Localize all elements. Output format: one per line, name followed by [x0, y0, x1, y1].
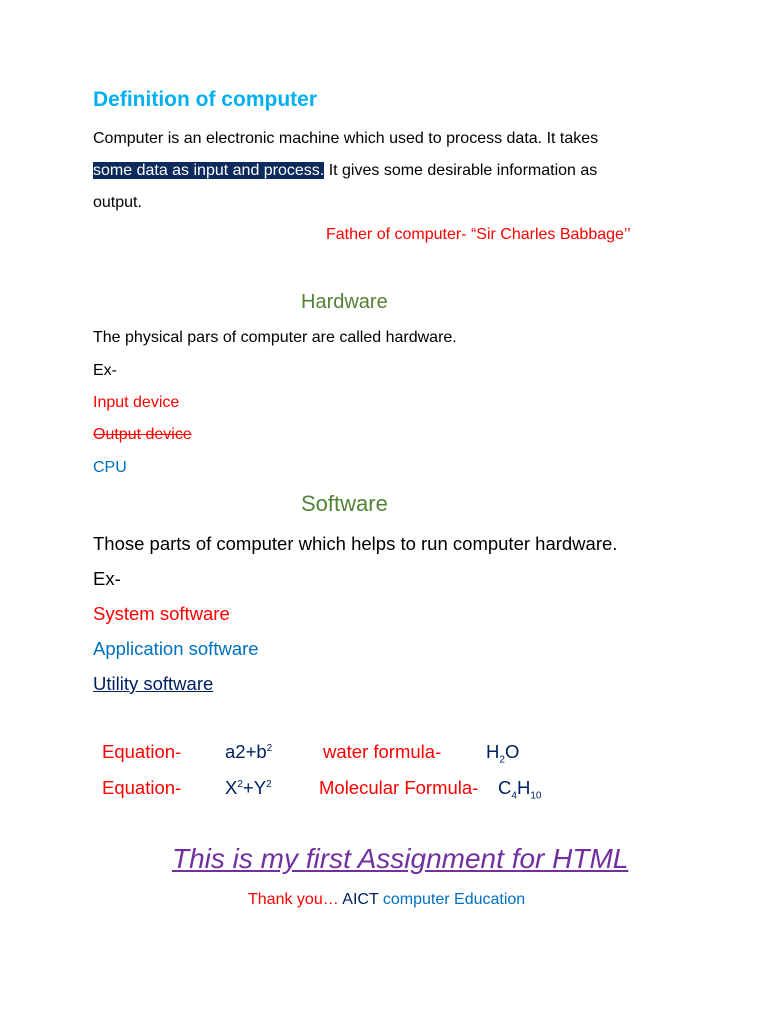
software-item-application: Application software — [93, 638, 259, 659]
equation-2-label: Equation- — [102, 777, 182, 798]
molecular-formula-value: $C_4H_{10}$ — [498, 777, 542, 802]
hardware-description: The physical pars of computer are called hardware. — [93, 329, 457, 346]
father-of-computer: Father of computer- “Sir Charles Babbage’’ — [326, 226, 631, 243]
software-item-utility: Utility software — [93, 673, 214, 694]
hardware-item-input-device: Input device — [93, 394, 180, 411]
hardware-heading: Hardware — [301, 291, 388, 313]
definition-title: Definition of computer — [93, 88, 317, 111]
hardware-item-cpu: CPU — [93, 459, 127, 476]
equation-1-label: Equation- — [102, 741, 182, 762]
assignment-heading: This is my first Assignment for HTML — [172, 843, 629, 874]
software-item-system: System software — [93, 603, 230, 624]
software-ex-label: Ex- — [93, 568, 121, 589]
molecular-formula-label: Molecular Formula- — [319, 777, 479, 798]
definition-line-3: output. — [93, 194, 142, 211]
definition-line-2 — [93, 162, 597, 180]
highlighted-text: some data as input and process. — [93, 162, 325, 179]
hardware-item-output-device: Output device — [93, 426, 192, 443]
equation-2-expression: $X^2+Y^2$ — [225, 777, 272, 798]
definition-line-2-rest: It gives some desirable information as — [324, 162, 598, 179]
thank-you-line — [248, 891, 525, 909]
hardware-ex-label: Ex- — [93, 362, 117, 379]
software-description: Those parts of computer which helps to run computer hardware. — [93, 533, 618, 554]
software-heading: Software — [301, 491, 388, 516]
water-formula-value: $H_2O$ — [486, 741, 520, 766]
definition-line-1: Computer is an electronic machine which used to process data. It takes — [93, 130, 599, 147]
aict-text: AICT — [338, 891, 379, 908]
equation-1-expression: $a2+b^2$ — [225, 741, 273, 762]
computer-education-text: computer Education — [378, 891, 526, 908]
thank-you-text: Thank you… — [248, 891, 339, 908]
water-formula-label: water formula- — [323, 741, 442, 762]
